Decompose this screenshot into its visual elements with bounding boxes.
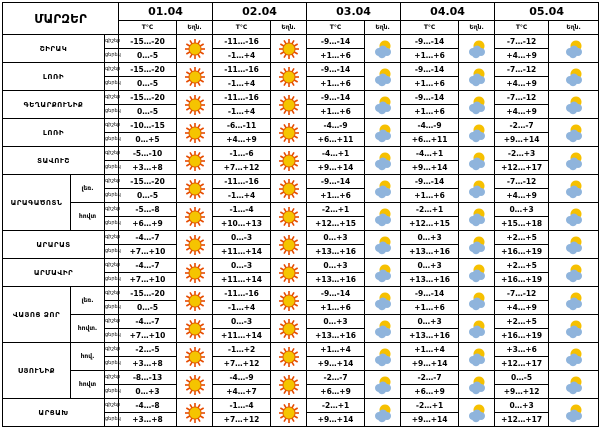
- night-temp: -11…-16: [213, 91, 271, 105]
- night-temp: -8…-13: [119, 371, 177, 385]
- day-label: ցերեկ: [105, 133, 119, 147]
- weather-header: Եղն.: [549, 21, 599, 35]
- sun-icon: [271, 35, 307, 63]
- night-label: գիշեր: [105, 203, 119, 217]
- sun-icon: [271, 203, 307, 231]
- forecast-row-night: [3, 343, 599, 357]
- night-label: գիշեր: [105, 63, 119, 77]
- night-temp: -4…-7: [119, 231, 177, 245]
- day-temp: +1…+6: [307, 189, 365, 203]
- sun-cloud-icon: [549, 147, 599, 175]
- day-temp: +9…+14: [307, 161, 365, 175]
- night-temp: 0…-3: [213, 259, 271, 273]
- day-label: ցերեկ: [105, 189, 119, 203]
- day-temp: +4…+9: [495, 189, 549, 203]
- night-temp: -7…-12: [495, 91, 549, 105]
- sun-cloud-icon: [365, 315, 401, 343]
- night-temp: -15…-20: [119, 175, 177, 189]
- sun-cloud-icon: [459, 231, 495, 259]
- forecast-row-night: [3, 175, 599, 189]
- day-label: ցերեկ: [105, 357, 119, 371]
- sun-icon: [271, 147, 307, 175]
- region-name: ԼՈՌԻ: [3, 63, 105, 91]
- night-temp: -11…-16: [213, 287, 271, 301]
- sun-icon: [177, 119, 213, 147]
- night-label: գիշեր: [105, 287, 119, 301]
- sun-icon: [271, 371, 307, 399]
- day-temp: +4…+9: [495, 49, 549, 63]
- sun-icon: [177, 175, 213, 203]
- day-temp: +13…+16: [401, 273, 459, 287]
- day-temp: +16…+19: [495, 329, 549, 343]
- sun-cloud-icon: [459, 371, 495, 399]
- day-temp: +4…+7: [213, 385, 271, 399]
- night-temp: -9…-14: [401, 175, 459, 189]
- day-label: ցերեկ: [105, 413, 119, 427]
- night-temp: -9…-14: [401, 63, 459, 77]
- region-name: ԱՐԱԳԱԾՈՏՆ: [3, 175, 71, 231]
- sun-cloud-icon: [365, 371, 401, 399]
- sun-cloud-icon: [549, 343, 599, 371]
- day-temp: +1…+6: [307, 105, 365, 119]
- day-temp: +15…+18: [495, 217, 549, 231]
- night-label: գիշեր: [105, 259, 119, 273]
- day-temp: +7…+10: [119, 245, 177, 259]
- sun-cloud-icon: [549, 91, 599, 119]
- sun-cloud-icon: [549, 63, 599, 91]
- day-label: ցերեկ: [105, 161, 119, 175]
- night-temp: 0…+3: [307, 259, 365, 273]
- forecast-row-night: [3, 399, 599, 413]
- region-name: ԱՐԱՐԱՏ: [3, 231, 105, 259]
- sun-cloud-icon: [459, 91, 495, 119]
- night-temp: -9…-14: [401, 91, 459, 105]
- sun-icon: [177, 203, 213, 231]
- day-temp: +1…+6: [401, 49, 459, 63]
- night-temp: +3…+6: [495, 343, 549, 357]
- temp-header: T°C: [119, 21, 177, 35]
- day-temp: 0…-5: [119, 77, 177, 91]
- night-temp: -2…-7: [495, 119, 549, 133]
- day-temp: +9…+14: [307, 413, 365, 427]
- night-temp: -7…-12: [495, 287, 549, 301]
- night-temp: -15…-20: [119, 287, 177, 301]
- date-header-4: 04.04: [401, 3, 495, 21]
- sun-icon: [271, 63, 307, 91]
- forecast-row-night: [3, 315, 599, 329]
- day-temp: +1…+6: [401, 189, 459, 203]
- day-temp: 0…+3: [119, 385, 177, 399]
- night-temp: -15…-20: [119, 35, 177, 49]
- day-temp: +9…+14: [401, 357, 459, 371]
- night-temp: -9…-14: [307, 175, 365, 189]
- day-temp: +3…+8: [119, 413, 177, 427]
- sun-cloud-icon: [365, 147, 401, 175]
- night-temp: -11…-16: [213, 63, 271, 77]
- day-temp: +13…+16: [307, 245, 365, 259]
- zone-label: հովտ.: [71, 315, 105, 343]
- day-temp: -1…+4: [213, 105, 271, 119]
- sun-icon: [271, 91, 307, 119]
- day-label: ցերեկ: [105, 301, 119, 315]
- night-temp: -7…-12: [495, 63, 549, 77]
- night-temp: 0…+3: [401, 259, 459, 273]
- day-temp: +6…+9: [307, 385, 365, 399]
- night-label: գիշեր: [105, 147, 119, 161]
- night-temp: -2…-7: [401, 371, 459, 385]
- night-label: գիշեր: [105, 399, 119, 413]
- region-name: ԱՐՑԱԽ: [3, 399, 105, 427]
- day-temp: +12…+17: [495, 357, 549, 371]
- sun-cloud-icon: [365, 259, 401, 287]
- sun-cloud-icon: [459, 175, 495, 203]
- night-temp: 0…-3: [213, 231, 271, 245]
- sun-cloud-icon: [365, 119, 401, 147]
- day-temp: +6…+9: [401, 385, 459, 399]
- zone-label: հովտ: [71, 203, 105, 231]
- night-temp: 0…+3: [401, 315, 459, 329]
- night-temp: +2…+5: [495, 231, 549, 245]
- night-temp: -5…-10: [119, 147, 177, 161]
- day-temp: +13…+16: [401, 245, 459, 259]
- day-temp: +1…+6: [401, 301, 459, 315]
- day-temp: +16…+19: [495, 245, 549, 259]
- sun-icon: [271, 259, 307, 287]
- night-temp: -2…+1: [307, 203, 365, 217]
- night-temp: -5…-8: [119, 203, 177, 217]
- zone-label: հով.: [71, 343, 105, 371]
- day-temp: +9…+14: [401, 161, 459, 175]
- day-temp: +13…+16: [307, 329, 365, 343]
- sun-cloud-icon: [459, 63, 495, 91]
- night-temp: -6…-11: [213, 119, 271, 133]
- forecast-table: [2, 2, 599, 427]
- night-temp: -1…-6: [213, 147, 271, 161]
- day-temp: 0…-5: [119, 189, 177, 203]
- night-temp: +2…+5: [495, 259, 549, 273]
- night-temp: -9…-14: [307, 287, 365, 301]
- region-name: ՏԱՎՈՒՇ: [3, 147, 105, 175]
- day-temp: +9…+14: [401, 413, 459, 427]
- day-label: ցերեկ: [105, 49, 119, 63]
- day-temp: +13…+16: [401, 329, 459, 343]
- sun-icon: [271, 343, 307, 371]
- night-temp: -9…-14: [401, 287, 459, 301]
- day-temp: +16…+19: [495, 273, 549, 287]
- day-temp: +6…+11: [307, 133, 365, 147]
- night-temp: -4…-7: [119, 259, 177, 273]
- region-name: ՇԻՐԱԿ: [3, 35, 105, 63]
- sun-icon: [177, 147, 213, 175]
- night-temp: 0…+3: [495, 203, 549, 217]
- night-temp: -7…-12: [495, 35, 549, 49]
- day-temp: +1…+6: [307, 49, 365, 63]
- sun-cloud-icon: [365, 91, 401, 119]
- sun-cloud-icon: [365, 35, 401, 63]
- day-temp: 0…-5: [119, 105, 177, 119]
- sun-icon: [177, 287, 213, 315]
- day-temp: +7…+10: [119, 273, 177, 287]
- day-temp: +13…+16: [307, 273, 365, 287]
- region-name: ԱՐՄԱՎԻՐ: [3, 259, 105, 287]
- day-temp: +7…+12: [213, 161, 271, 175]
- sun-icon: [177, 399, 213, 427]
- forecast-row-night: [3, 63, 599, 77]
- date-header-3: 03.04: [307, 3, 401, 21]
- day-temp: +3…+8: [119, 161, 177, 175]
- sun-cloud-icon: [459, 399, 495, 427]
- forecast-row-night: [3, 35, 599, 49]
- sun-cloud-icon: [365, 63, 401, 91]
- night-temp: -2…+3: [495, 147, 549, 161]
- sun-icon: [271, 399, 307, 427]
- sun-icon: [177, 315, 213, 343]
- forecast-row-night: [3, 287, 599, 301]
- sun-icon: [177, 35, 213, 63]
- night-temp: -4…-8: [119, 399, 177, 413]
- day-label: ցերեկ: [105, 217, 119, 231]
- night-temp: -4…+1: [307, 147, 365, 161]
- night-temp: -4…-9: [307, 119, 365, 133]
- forecast-body: [3, 35, 599, 427]
- sun-cloud-icon: [365, 343, 401, 371]
- night-temp: -4…-7: [119, 315, 177, 329]
- day-temp: +12…+17: [495, 413, 549, 427]
- day-temp: +12…+15: [307, 217, 365, 231]
- day-temp: +12…+17: [495, 161, 549, 175]
- night-temp: +1…+4: [401, 343, 459, 357]
- sun-icon: [177, 91, 213, 119]
- day-temp: +4…+9: [495, 105, 549, 119]
- day-temp: +11…+14: [213, 245, 271, 259]
- night-label: գիշեր: [105, 119, 119, 133]
- sun-cloud-icon: [459, 315, 495, 343]
- sun-cloud-icon: [459, 259, 495, 287]
- day-temp: +1…+6: [307, 301, 365, 315]
- night-label: գիշեր: [105, 231, 119, 245]
- sun-cloud-icon: [459, 147, 495, 175]
- region-name: ԼՈՌԻ: [3, 119, 105, 147]
- sun-cloud-icon: [459, 343, 495, 371]
- night-temp: 0…+3: [307, 315, 365, 329]
- date-header-1: 01.04: [119, 3, 213, 21]
- day-temp: -1…+4: [213, 49, 271, 63]
- night-label: գիշեր: [105, 371, 119, 385]
- night-temp: -15…-20: [119, 63, 177, 77]
- weather-header: Եղն.: [365, 21, 401, 35]
- day-temp: +12…+15: [401, 217, 459, 231]
- day-label: ցերեկ: [105, 245, 119, 259]
- night-label: գիշեր: [105, 315, 119, 329]
- sun-icon: [177, 371, 213, 399]
- day-label: ցերեկ: [105, 273, 119, 287]
- night-temp: -9…-14: [307, 91, 365, 105]
- night-temp: -11…-16: [213, 175, 271, 189]
- weather-header: Եղն.: [271, 21, 307, 35]
- sun-cloud-icon: [549, 119, 599, 147]
- night-temp: -9…-14: [401, 35, 459, 49]
- night-label: գիշեր: [105, 91, 119, 105]
- sun-cloud-icon: [549, 399, 599, 427]
- day-temp: +1…+6: [307, 77, 365, 91]
- night-label: գիշեր: [105, 343, 119, 357]
- sun-cloud-icon: [459, 119, 495, 147]
- sun-cloud-icon: [549, 287, 599, 315]
- day-temp: +4…+9: [495, 77, 549, 91]
- date-header-2: 02.04: [213, 3, 307, 21]
- day-temp: +9…+14: [495, 133, 549, 147]
- forecast-row-night: [3, 231, 599, 245]
- forecast-row-night: [3, 91, 599, 105]
- day-temp: +6…+9: [119, 217, 177, 231]
- forecast-row-night: [3, 259, 599, 273]
- sun-cloud-icon: [549, 231, 599, 259]
- forecast-row-night: [3, 203, 599, 217]
- sun-cloud-icon: [549, 259, 599, 287]
- temp-header: T°C: [495, 21, 549, 35]
- day-temp: +9…+12: [495, 385, 549, 399]
- sun-cloud-icon: [365, 175, 401, 203]
- weather-header: Եղն.: [459, 21, 495, 35]
- day-temp: -1…+4: [213, 77, 271, 91]
- day-label: ցերեկ: [105, 105, 119, 119]
- sun-cloud-icon: [549, 175, 599, 203]
- day-temp: +4…+9: [495, 301, 549, 315]
- night-label: գիշեր: [105, 175, 119, 189]
- night-temp: -2…+1: [307, 399, 365, 413]
- day-label: ցերեկ: [105, 77, 119, 91]
- night-temp: -4…+1: [401, 147, 459, 161]
- night-label: գիշեր: [105, 35, 119, 49]
- region-name: ԳԵՂԱՐՔՈՒՆԻՔ: [3, 91, 105, 119]
- day-temp: +9…+14: [307, 357, 365, 371]
- sun-cloud-icon: [459, 287, 495, 315]
- sun-cloud-icon: [365, 287, 401, 315]
- night-temp: -9…-14: [307, 35, 365, 49]
- zone-label: լեռ.: [71, 287, 105, 315]
- night-temp: -2…+1: [401, 203, 459, 217]
- region-name: ՎԱՅՈՑ ՁՈՐ: [3, 287, 71, 343]
- sun-icon: [271, 119, 307, 147]
- sun-icon: [271, 175, 307, 203]
- day-temp: +3…+8: [119, 357, 177, 371]
- day-temp: +11…+14: [213, 329, 271, 343]
- night-temp: +2…+5: [495, 315, 549, 329]
- sun-icon: [177, 259, 213, 287]
- regions-header: ՄԱՐԶԵՐ: [3, 3, 119, 35]
- night-temp: -4…-9: [401, 119, 459, 133]
- night-temp: 0…+3: [307, 231, 365, 245]
- night-temp: -7…-12: [495, 175, 549, 189]
- sun-cloud-icon: [549, 203, 599, 231]
- day-temp: -1…+4: [213, 301, 271, 315]
- sun-cloud-icon: [549, 371, 599, 399]
- day-label: ցերեկ: [105, 385, 119, 399]
- night-temp: -1…+2: [213, 343, 271, 357]
- day-label: ցերեկ: [105, 329, 119, 343]
- night-temp: -1…-4: [213, 203, 271, 217]
- night-temp: -1…-4: [213, 399, 271, 413]
- weather-header: Եղն.: [177, 21, 213, 35]
- forecast-row-night: [3, 371, 599, 385]
- sun-cloud-icon: [365, 231, 401, 259]
- day-temp: +10…+13: [213, 217, 271, 231]
- day-temp: +1…+6: [401, 77, 459, 91]
- day-temp: 0…+5: [119, 133, 177, 147]
- day-temp: 0…-5: [119, 49, 177, 63]
- forecast-row-night: [3, 119, 599, 133]
- sun-icon: [177, 63, 213, 91]
- forecast-row-night: [3, 147, 599, 161]
- night-temp: -2…+1: [401, 399, 459, 413]
- night-temp: -15…-20: [119, 91, 177, 105]
- day-temp: +7…+10: [119, 329, 177, 343]
- sun-cloud-icon: [365, 203, 401, 231]
- night-temp: -10…-15: [119, 119, 177, 133]
- region-name: ՍՅՈՒՆԻՔ: [3, 343, 71, 399]
- day-temp: +11…+14: [213, 273, 271, 287]
- sun-icon: [177, 231, 213, 259]
- night-temp: -11…-16: [213, 35, 271, 49]
- night-temp: 0…-5: [495, 371, 549, 385]
- night-temp: 0…-3: [213, 315, 271, 329]
- day-temp: -1…+4: [213, 189, 271, 203]
- zone-label: հովտ: [71, 371, 105, 399]
- day-temp: +7…+12: [213, 413, 271, 427]
- night-temp: -2…-7: [307, 371, 365, 385]
- sun-cloud-icon: [365, 399, 401, 427]
- sun-cloud-icon: [459, 35, 495, 63]
- zone-label: լեռ.: [71, 175, 105, 203]
- sun-icon: [271, 287, 307, 315]
- sun-cloud-icon: [549, 315, 599, 343]
- temp-header: T°C: [401, 21, 459, 35]
- night-temp: -9…-14: [307, 63, 365, 77]
- temp-header: T°C: [213, 21, 271, 35]
- date-header-5: 05.04: [495, 3, 599, 21]
- day-temp: +6…+11: [401, 133, 459, 147]
- sun-icon: [177, 343, 213, 371]
- day-temp: 0…-5: [119, 301, 177, 315]
- sun-icon: [271, 315, 307, 343]
- sun-icon: [271, 231, 307, 259]
- day-temp: +7…+12: [213, 357, 271, 371]
- night-temp: 0…+3: [401, 231, 459, 245]
- sun-cloud-icon: [459, 203, 495, 231]
- day-temp: +1…+6: [401, 105, 459, 119]
- night-temp: -4…-9: [213, 371, 271, 385]
- night-temp: 0…+3: [495, 399, 549, 413]
- night-temp: -2…-5: [119, 343, 177, 357]
- temp-header: T°C: [307, 21, 365, 35]
- night-temp: +1…+4: [307, 343, 365, 357]
- sun-cloud-icon: [549, 35, 599, 63]
- day-temp: +4…+9: [213, 133, 271, 147]
